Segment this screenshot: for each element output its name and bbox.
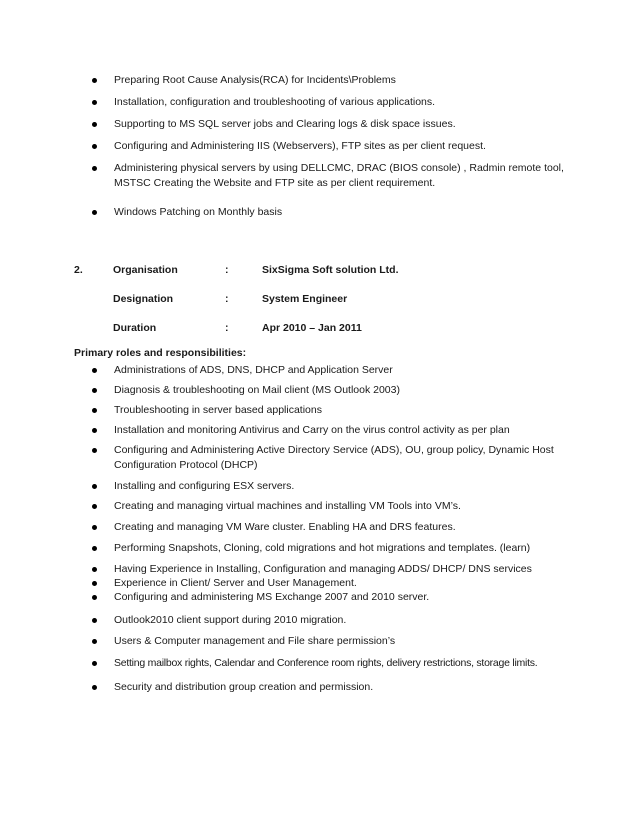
bullet-icon <box>92 388 97 393</box>
designation-value: System Engineer <box>262 293 348 305</box>
bullet-icon <box>92 661 97 666</box>
bullet-icon <box>92 408 97 413</box>
job-number: 2. <box>74 264 83 276</box>
list-item-text: Troubleshooting in server based applications <box>114 404 322 416</box>
duration-value: Apr 2010 – Jan 2011 <box>262 322 362 334</box>
list-item <box>0 562 638 576</box>
bullet-icon <box>92 368 97 373</box>
bullet-icon <box>92 122 97 127</box>
list-item-text: Creating and managing VM Ware cluster. Enabling HA and DRS features. <box>114 521 456 533</box>
bullet-icon <box>92 428 97 433</box>
organisation-value: SixSigma Soft solution Ltd. <box>262 264 399 276</box>
list-item <box>0 205 638 227</box>
bullet-icon <box>92 78 97 83</box>
list-item <box>0 73 638 95</box>
list-item <box>0 499 638 520</box>
duration-label: Duration <box>113 322 157 334</box>
list-item <box>0 161 638 205</box>
list-item <box>0 634 638 656</box>
list-item-text: Setting mailbox rights, Calendar and Conference room rights, delivery restrictions, storage limits. <box>114 657 538 669</box>
bullet-icon <box>92 210 97 215</box>
list-item <box>0 590 638 613</box>
list-item-text: Diagnosis & troubleshooting on Mail client (MS Outlook 2003) <box>114 384 400 396</box>
list-item-text: Administrations of ADS, DNS, DHCP and Application Server <box>114 364 393 376</box>
list-item <box>0 576 638 590</box>
list-item <box>0 520 638 541</box>
list-item <box>0 423 638 443</box>
bullet-icon <box>92 685 97 690</box>
bullet-icon <box>92 144 97 149</box>
bullet-icon <box>92 448 97 453</box>
bullet-icon <box>92 100 97 105</box>
organisation-label: Organisation <box>113 264 178 276</box>
list-item-text: Windows Patching on Monthly basis <box>114 206 283 218</box>
list-item-text: Creating and managing virtual machines and installing VM Tools into VM’s. <box>114 500 461 512</box>
designation-label: Designation <box>113 293 174 305</box>
responsibilities-list <box>0 363 638 700</box>
list-item-text: Configuring and Administering IIS (Webservers), FTP sites as per client request. <box>114 140 486 152</box>
separator: : <box>225 322 229 334</box>
list-item <box>0 383 638 403</box>
previous-job-duties-list <box>0 73 638 227</box>
bullet-icon <box>92 504 97 509</box>
list-item-text: Security and distribution group creation and permission. <box>114 681 374 693</box>
separator: : <box>225 264 229 276</box>
list-item <box>0 95 638 117</box>
list-item-text: Configuring and Administering Active Directory Service (ADS), OU, group policy, Dynamic Host Configuration Protocol (DHCP) <box>114 444 554 471</box>
list-item <box>0 403 638 423</box>
list-item <box>0 541 638 562</box>
bullet-icon <box>92 567 97 572</box>
list-item-text: Installing and configuring ESX servers. <box>114 480 295 492</box>
list-item <box>0 117 638 139</box>
bullet-icon <box>92 525 97 530</box>
bullet-icon <box>92 639 97 644</box>
list-item <box>0 479 638 499</box>
list-item <box>0 613 638 634</box>
list-item-text: Configuring and administering MS Exchange 2007 and 2010 server. <box>114 591 430 603</box>
list-item-text: Users & Computer management and File share permission’s <box>114 635 396 647</box>
list-item-text: Having Experience in Installing, Configuration and managing ADDS/ DHCP/ DNS services <box>114 563 532 575</box>
bullet-icon <box>92 618 97 623</box>
list-item-text: Performing Snapshots, Cloning, cold migrations and hot migrations and templates. (learn) <box>114 542 531 554</box>
list-item-text: Outlook2010 client support during 2010 migration. <box>114 614 347 626</box>
bullet-icon <box>92 484 97 489</box>
separator: : <box>225 293 229 305</box>
list-item <box>0 656 638 680</box>
list-item-text: Installation, configuration and troubleshooting of various applications. <box>114 96 436 108</box>
list-item-text: Administering physical servers by using DELLCMC, DRAC (BIOS console) , Radmin remote tool, MSTSC Creating the Website and FTP site as per client requirement. <box>114 162 564 189</box>
bullet-icon <box>92 546 97 551</box>
list-item <box>0 680 638 700</box>
list-item <box>0 363 638 383</box>
bullet-icon <box>92 166 97 171</box>
bullet-icon <box>92 595 97 600</box>
list-item-text: Supporting to MS SQL server jobs and Clearing logs & disk space issues. <box>114 118 456 130</box>
list-item-text: Experience in Client/ Server and User Management. <box>114 577 357 589</box>
list-item-text: Installation and monitoring Antivirus and Carry on the virus control activity as per plan <box>114 424 510 436</box>
bullet-icon <box>92 581 97 586</box>
list-item <box>0 443 638 479</box>
list-item <box>0 139 638 161</box>
responsibilities-heading: Primary roles and responsibilities: <box>74 347 247 359</box>
list-item-text: Preparing Root Cause Analysis(RCA) for Incidents\Problems <box>114 74 396 86</box>
